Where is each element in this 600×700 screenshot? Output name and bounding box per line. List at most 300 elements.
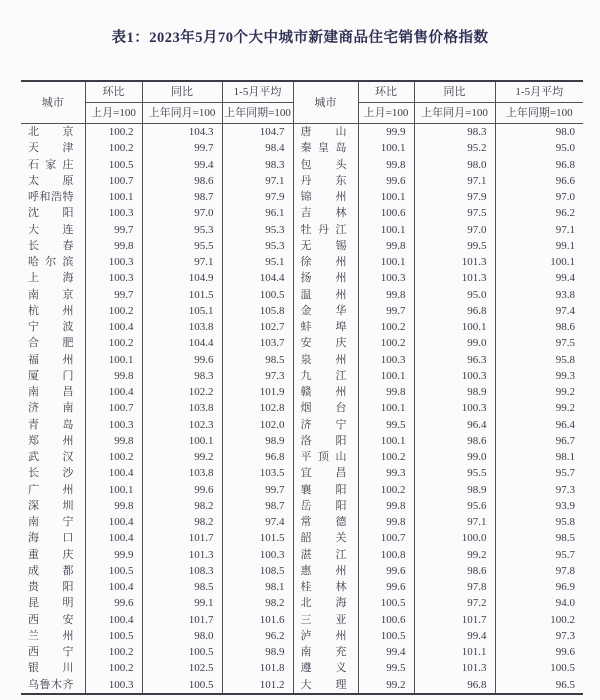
city-name-cell: 牡丹江 (293, 222, 358, 238)
index-value-cell: 96.7 (495, 433, 583, 449)
index-value-cell: 100.2 (495, 612, 583, 628)
table-row (21, 400, 583, 416)
index-value-cell: 99.2 (142, 449, 222, 465)
city-name-cell: 常德 (293, 514, 358, 530)
index-value-cell: 100.5 (358, 628, 414, 644)
city-name-cell: 温州 (293, 287, 358, 303)
city-name-cell: 北京 (21, 124, 85, 141)
index-value-cell: 99.8 (358, 384, 414, 400)
table-row (21, 417, 583, 433)
city-name-cell: 宜昌 (293, 465, 358, 481)
index-value-cell: 99.2 (495, 384, 583, 400)
table-row (21, 352, 583, 368)
index-value-cell: 96.1 (222, 205, 293, 221)
table-row (21, 335, 583, 351)
index-value-cell: 98.2 (222, 595, 293, 611)
index-value-cell: 98.7 (222, 498, 293, 514)
header-avg-base-right: 上年同期=100 (495, 103, 583, 124)
table-row (21, 579, 583, 595)
index-value-cell: 100.5 (222, 287, 293, 303)
index-value-cell: 104.4 (222, 270, 293, 286)
city-name-cell: 包头 (293, 157, 358, 173)
city-name-cell: 韶关 (293, 530, 358, 546)
index-value-cell: 100.3 (222, 547, 293, 563)
index-value-cell: 100.1 (495, 254, 583, 270)
city-name-cell: 杭州 (21, 303, 85, 319)
table-title: 表1：2023年5月70个大中城市新建商品住宅销售价格指数 (111, 30, 489, 46)
index-value-cell: 99.8 (85, 238, 142, 254)
index-value-cell: 100.1 (358, 254, 414, 270)
index-value-cell: 99.7 (85, 222, 142, 238)
city-name-cell: 遵义 (293, 660, 358, 676)
city-name-cell: 北海 (293, 595, 358, 611)
index-value-cell: 99.9 (358, 124, 414, 141)
city-name-cell: 哈尔滨 (21, 254, 85, 270)
index-value-cell: 100.3 (85, 417, 142, 433)
index-value-cell: 108.5 (222, 563, 293, 579)
index-value-cell: 95.6 (414, 498, 495, 514)
city-name-cell: 丹东 (293, 173, 358, 189)
index-value-cell: 100.1 (358, 433, 414, 449)
index-value-cell: 100.1 (358, 189, 414, 205)
index-value-cell: 96.8 (222, 449, 293, 465)
index-value-cell: 101.5 (142, 287, 222, 303)
index-value-cell: 99.9 (85, 547, 142, 563)
table-row (21, 595, 583, 611)
index-value-cell: 100.1 (358, 368, 414, 384)
city-name-cell: 深圳 (21, 498, 85, 514)
index-value-cell: 104.7 (222, 124, 293, 141)
index-value-cell: 100.4 (85, 579, 142, 595)
table-row (21, 368, 583, 384)
city-name-cell: 厦门 (21, 368, 85, 384)
table-row (21, 514, 583, 530)
index-value-cell: 99.7 (142, 140, 222, 156)
table-row (21, 205, 583, 221)
index-value-cell: 99.3 (495, 368, 583, 384)
index-value-cell: 99.8 (358, 238, 414, 254)
table-row (21, 124, 583, 141)
index-value-cell: 103.8 (142, 400, 222, 416)
header-mom-right: 环比 (358, 81, 414, 103)
index-value-cell: 95.3 (142, 222, 222, 238)
city-name-cell: 襄阳 (293, 482, 358, 498)
index-value-cell: 101.6 (222, 612, 293, 628)
city-name-cell: 无锡 (293, 238, 358, 254)
header-mom-base-left: 上月=100 (85, 103, 142, 124)
index-value-cell: 100.7 (358, 530, 414, 546)
index-value-cell: 97.2 (414, 595, 495, 611)
city-name-cell: 太原 (21, 173, 85, 189)
header-yoy-left: 同比 (142, 81, 222, 103)
index-value-cell: 98.9 (222, 433, 293, 449)
index-value-cell: 100.7 (85, 400, 142, 416)
index-value-cell: 100.2 (85, 644, 142, 660)
index-value-cell: 98.3 (414, 124, 495, 141)
city-name-cell: 石家庄 (21, 157, 85, 173)
table-row (21, 677, 583, 694)
index-value-cell: 100.5 (358, 595, 414, 611)
index-value-cell: 97.1 (495, 222, 583, 238)
index-value-cell: 99.3 (358, 465, 414, 481)
index-value-cell: 98.6 (142, 173, 222, 189)
city-name-cell: 广州 (21, 482, 85, 498)
index-value-cell: 100.5 (85, 563, 142, 579)
table-header (21, 81, 583, 124)
index-value-cell: 102.2 (142, 384, 222, 400)
header-city-left: 城市 (21, 81, 85, 124)
city-name-cell: 唐山 (293, 124, 358, 141)
table-row (21, 173, 583, 189)
city-name-cell: 天津 (21, 140, 85, 156)
index-value-cell: 98.0 (495, 124, 583, 141)
index-value-cell: 97.0 (142, 205, 222, 221)
city-name-cell: 郑州 (21, 433, 85, 449)
index-value-cell: 100.3 (85, 677, 142, 694)
city-name-cell: 蚌埠 (293, 319, 358, 335)
table-row (21, 628, 583, 644)
index-value-cell: 100.0 (414, 530, 495, 546)
index-value-cell: 99.6 (142, 352, 222, 368)
index-value-cell: 98.9 (222, 644, 293, 660)
index-value-cell: 95.0 (495, 140, 583, 156)
index-value-cell: 100.4 (85, 465, 142, 481)
index-value-cell: 100.2 (85, 124, 142, 141)
header-avg-left: 1-5月平均 (222, 81, 293, 103)
city-name-cell: 上海 (21, 270, 85, 286)
city-name-cell: 金华 (293, 303, 358, 319)
index-value-cell: 100.5 (85, 157, 142, 173)
city-name-cell: 乌鲁木齐 (21, 677, 85, 694)
index-value-cell: 99.8 (85, 498, 142, 514)
city-name-cell: 平顶山 (293, 449, 358, 465)
index-value-cell: 98.6 (414, 563, 495, 579)
index-value-cell: 100.4 (85, 612, 142, 628)
index-value-cell: 100.2 (85, 660, 142, 676)
city-name-cell: 三亚 (293, 612, 358, 628)
index-value-cell: 101.3 (414, 254, 495, 270)
index-value-cell: 100.1 (414, 319, 495, 335)
index-value-cell: 93.9 (495, 498, 583, 514)
index-value-cell: 100.1 (358, 222, 414, 238)
city-name-cell: 昆明 (21, 595, 85, 611)
index-value-cell: 100.2 (85, 140, 142, 156)
index-value-cell: 93.8 (495, 287, 583, 303)
index-value-cell: 98.5 (495, 530, 583, 546)
index-value-cell: 96.4 (495, 417, 583, 433)
header-avg-right: 1-5月平均 (495, 81, 583, 103)
index-value-cell: 104.3 (142, 124, 222, 141)
city-name-cell: 南京 (21, 287, 85, 303)
table-row (21, 433, 583, 449)
index-value-cell: 100.5 (495, 660, 583, 676)
city-name-cell: 烟台 (293, 400, 358, 416)
index-value-cell: 99.0 (414, 335, 495, 351)
index-value-cell: 100.1 (85, 482, 142, 498)
city-name-cell: 赣州 (293, 384, 358, 400)
index-value-cell: 102.8 (222, 400, 293, 416)
index-value-cell: 101.8 (222, 660, 293, 676)
index-value-cell: 102.7 (222, 319, 293, 335)
table-row (21, 449, 583, 465)
index-value-cell: 101.1 (414, 644, 495, 660)
index-value-cell: 95.8 (495, 352, 583, 368)
index-value-cell: 98.6 (414, 433, 495, 449)
index-value-cell: 95.5 (414, 465, 495, 481)
index-value-cell: 94.0 (495, 595, 583, 611)
index-value-cell: 105.8 (222, 303, 293, 319)
index-value-cell: 100.1 (358, 400, 414, 416)
index-value-cell: 98.1 (222, 579, 293, 595)
index-value-cell: 96.8 (414, 677, 495, 694)
header-yoy-base-left: 上年同月=100 (142, 103, 222, 124)
price-index-table (21, 80, 583, 695)
index-value-cell: 95.7 (495, 547, 583, 563)
index-value-cell: 99.8 (358, 287, 414, 303)
index-value-cell: 97.5 (495, 335, 583, 351)
index-value-cell: 101.5 (222, 530, 293, 546)
index-value-cell: 97.9 (222, 189, 293, 205)
table-row (21, 498, 583, 514)
table-row (21, 530, 583, 546)
city-name-cell: 银川 (21, 660, 85, 676)
index-value-cell: 100.4 (85, 384, 142, 400)
index-value-cell: 95.3 (222, 238, 293, 254)
index-value-cell: 98.1 (495, 449, 583, 465)
city-name-cell: 吉林 (293, 205, 358, 221)
index-value-cell: 96.5 (495, 677, 583, 694)
city-name-cell: 兰州 (21, 628, 85, 644)
index-value-cell: 98.3 (142, 368, 222, 384)
index-value-cell: 99.6 (358, 579, 414, 595)
index-value-cell: 97.9 (414, 189, 495, 205)
index-value-cell: 100.1 (358, 140, 414, 156)
city-name-cell: 南宁 (21, 514, 85, 530)
index-value-cell: 100.6 (358, 612, 414, 628)
table-row (21, 287, 583, 303)
index-value-cell: 103.8 (142, 319, 222, 335)
index-value-cell: 100.3 (358, 270, 414, 286)
index-value-cell: 108.3 (142, 563, 222, 579)
index-value-cell: 100.4 (85, 514, 142, 530)
city-name-cell: 泸州 (293, 628, 358, 644)
index-value-cell: 99.6 (85, 595, 142, 611)
index-value-cell: 100.5 (142, 677, 222, 694)
index-value-cell: 96.6 (495, 173, 583, 189)
city-name-cell: 成都 (21, 563, 85, 579)
city-name-cell: 洛阳 (293, 433, 358, 449)
index-value-cell: 101.3 (414, 660, 495, 676)
index-value-cell: 99.4 (495, 270, 583, 286)
table-row (21, 644, 583, 660)
table-row (21, 319, 583, 335)
header-city-right: 城市 (293, 81, 358, 124)
city-name-cell: 扬州 (293, 270, 358, 286)
index-value-cell: 96.8 (414, 303, 495, 319)
city-name-cell: 南充 (293, 644, 358, 660)
table-row (21, 222, 583, 238)
index-value-cell: 99.0 (414, 449, 495, 465)
index-value-cell: 99.7 (358, 303, 414, 319)
city-name-cell: 锦州 (293, 189, 358, 205)
index-value-cell: 98.9 (414, 482, 495, 498)
city-name-cell: 武汉 (21, 449, 85, 465)
table-row (21, 157, 583, 173)
city-name-cell: 沈阳 (21, 205, 85, 221)
index-value-cell: 100.2 (85, 449, 142, 465)
city-name-cell: 呼和浩特 (21, 189, 85, 205)
index-value-cell: 95.0 (414, 287, 495, 303)
index-value-cell: 98.5 (222, 352, 293, 368)
index-value-cell: 100.1 (85, 352, 142, 368)
index-value-cell: 97.1 (142, 254, 222, 270)
index-value-cell: 103.5 (222, 465, 293, 481)
index-value-cell: 100.2 (358, 482, 414, 498)
index-value-cell: 95.2 (414, 140, 495, 156)
index-value-cell: 100.2 (85, 303, 142, 319)
index-value-cell: 100.3 (414, 400, 495, 416)
index-value-cell: 100.2 (358, 335, 414, 351)
index-value-cell: 96.9 (495, 579, 583, 595)
index-value-cell: 104.9 (142, 270, 222, 286)
index-value-cell: 100.2 (85, 335, 142, 351)
index-value-cell: 100.3 (85, 270, 142, 286)
city-name-cell: 西宁 (21, 644, 85, 660)
city-name-cell: 宁波 (21, 319, 85, 335)
index-value-cell: 104.4 (142, 335, 222, 351)
city-name-cell: 南昌 (21, 384, 85, 400)
index-value-cell: 98.2 (142, 498, 222, 514)
index-value-cell: 98.6 (495, 319, 583, 335)
index-value-cell: 103.8 (142, 465, 222, 481)
header-avg-base-left: 上年同期=100 (222, 103, 293, 124)
index-value-cell: 99.7 (85, 287, 142, 303)
index-value-cell: 101.3 (142, 547, 222, 563)
index-value-cell: 95.7 (495, 465, 583, 481)
index-value-cell: 97.3 (495, 482, 583, 498)
index-value-cell: 98.2 (142, 514, 222, 530)
index-value-cell: 99.5 (414, 238, 495, 254)
index-value-cell: 95.5 (142, 238, 222, 254)
city-name-cell: 长春 (21, 238, 85, 254)
index-value-cell: 99.1 (142, 595, 222, 611)
index-value-cell: 97.8 (414, 579, 495, 595)
table-row (21, 547, 583, 563)
index-value-cell: 99.2 (358, 677, 414, 694)
index-value-cell: 99.1 (495, 238, 583, 254)
index-value-cell: 96.2 (222, 628, 293, 644)
index-value-cell: 102.5 (142, 660, 222, 676)
index-value-cell: 96.2 (495, 205, 583, 221)
header-yoy-right: 同比 (414, 81, 495, 103)
index-value-cell: 103.7 (222, 335, 293, 351)
table-row (21, 270, 583, 286)
index-value-cell: 99.4 (142, 157, 222, 173)
index-value-cell: 99.7 (222, 482, 293, 498)
table-body (21, 124, 583, 694)
table-row (21, 465, 583, 481)
index-value-cell: 101.7 (142, 530, 222, 546)
index-value-cell: 95.1 (222, 254, 293, 270)
index-value-cell: 98.3 (222, 157, 293, 173)
header-yoy-base-right: 上年同月=100 (414, 103, 495, 124)
index-value-cell: 97.4 (222, 514, 293, 530)
index-value-cell: 100.1 (142, 433, 222, 449)
index-value-cell: 98.0 (414, 157, 495, 173)
city-name-cell: 秦皇岛 (293, 140, 358, 156)
city-name-cell: 大理 (293, 677, 358, 694)
index-value-cell: 97.4 (495, 303, 583, 319)
index-value-cell: 97.1 (414, 173, 495, 189)
index-value-cell: 101.9 (222, 384, 293, 400)
index-value-cell: 99.2 (414, 547, 495, 563)
index-value-cell: 100.3 (85, 205, 142, 221)
index-value-cell: 98.5 (142, 579, 222, 595)
index-value-cell: 99.6 (358, 563, 414, 579)
index-value-cell: 100.3 (85, 254, 142, 270)
city-name-cell: 惠州 (293, 563, 358, 579)
index-value-cell: 95.3 (222, 222, 293, 238)
table-row (21, 254, 583, 270)
table-row (21, 612, 583, 628)
index-value-cell: 96.8 (495, 157, 583, 173)
index-value-cell: 99.6 (358, 173, 414, 189)
city-name-cell: 济南 (21, 400, 85, 416)
table-row (21, 563, 583, 579)
index-value-cell: 99.4 (414, 628, 495, 644)
table-row (21, 189, 583, 205)
table-row (21, 238, 583, 254)
city-name-cell: 湛江 (293, 547, 358, 563)
index-value-cell: 97.3 (495, 628, 583, 644)
index-value-cell: 100.3 (414, 368, 495, 384)
city-name-cell: 合肥 (21, 335, 85, 351)
index-value-cell: 99.8 (358, 514, 414, 530)
index-value-cell: 101.7 (142, 612, 222, 628)
index-value-cell: 99.8 (85, 433, 142, 449)
city-name-cell: 大连 (21, 222, 85, 238)
index-value-cell: 99.8 (358, 498, 414, 514)
index-value-cell: 100.2 (358, 319, 414, 335)
index-value-cell: 97.0 (495, 189, 583, 205)
index-value-cell: 98.9 (414, 384, 495, 400)
index-value-cell: 99.5 (358, 417, 414, 433)
index-value-cell: 97.3 (222, 368, 293, 384)
index-value-cell: 100.7 (85, 173, 142, 189)
index-value-cell: 100.5 (142, 644, 222, 660)
index-value-cell: 96.4 (414, 417, 495, 433)
table-row (21, 660, 583, 676)
index-value-cell: 105.1 (142, 303, 222, 319)
index-value-cell: 102.3 (142, 417, 222, 433)
index-value-cell: 98.7 (142, 189, 222, 205)
city-name-cell: 西安 (21, 612, 85, 628)
index-value-cell: 96.3 (414, 352, 495, 368)
city-name-cell: 海口 (21, 530, 85, 546)
header-mom-left: 环比 (85, 81, 142, 103)
index-value-cell: 97.8 (495, 563, 583, 579)
table-row (21, 303, 583, 319)
index-value-cell: 100.5 (85, 628, 142, 644)
city-name-cell: 桂林 (293, 579, 358, 595)
index-value-cell: 97.0 (414, 222, 495, 238)
index-value-cell: 100.4 (85, 530, 142, 546)
city-name-cell: 岳阳 (293, 498, 358, 514)
index-value-cell: 99.5 (358, 660, 414, 676)
city-name-cell: 安庆 (293, 335, 358, 351)
index-value-cell: 97.1 (222, 173, 293, 189)
index-value-cell: 100.2 (358, 449, 414, 465)
